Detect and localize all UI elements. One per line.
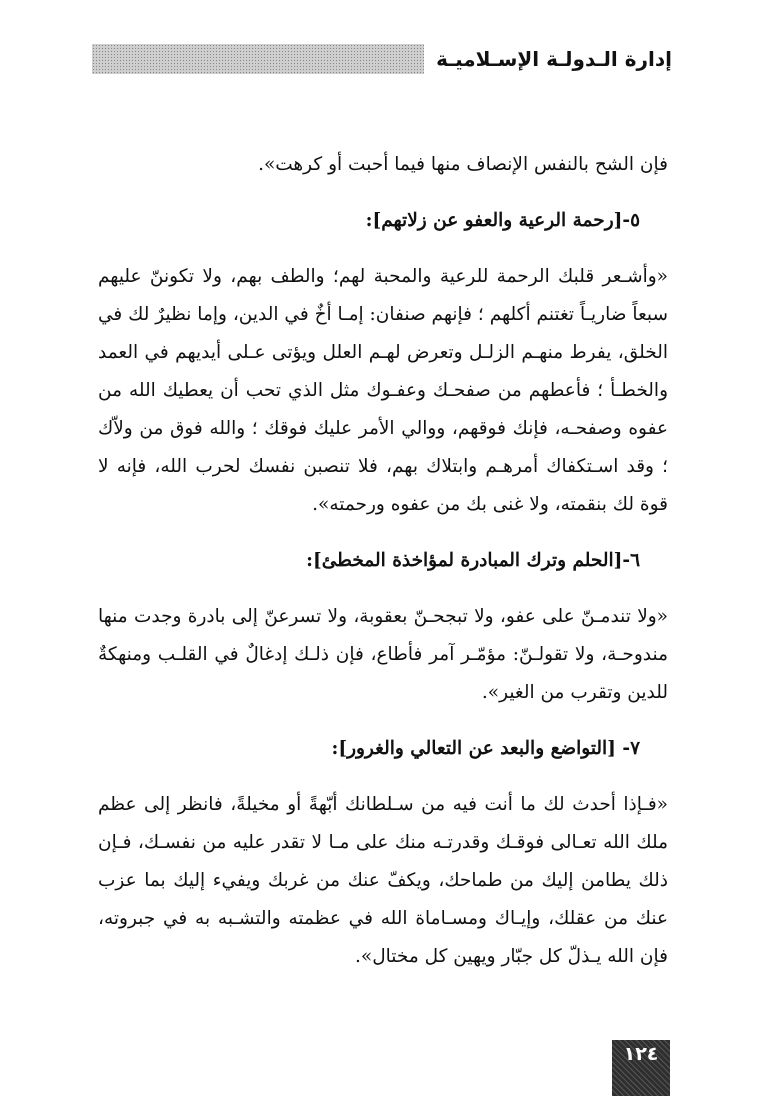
paragraph: «فـإذا أحدث لك ما أنت فيه من سـلطانك أبّهةً أو مخيلةً، فانظر إلى عظم ملك الله تعـالى فوقـك وقدرتـه منك على مـا لا تقدر عليه من نفسـك، فـإن ذلك يطامن إليك من طماحك، ويكفّ عنك من غربك ويفيء إليك بما عزب عنك من عقلك، وإيـاك ومسـاماة الله في عظمته والتشـبه به في جبروته، فإن الله يـذلّ كل جبّار ويهين كل مختال».	[98, 794, 668, 967]
paragraph: «ولا تندمـنّ على عفو، ولا تبجحـنّ بعقوبة، ولا تسرعنّ إلى بادرة وجدت منها مندوحـة، ولا تقولـنّ: مؤمّـر آمر فأطاع، فإن ذلـك إدغالٌ في القلـب ومنهكةٌ للدين وتقرب من الغير».	[98, 606, 668, 703]
running-header	[92, 42, 672, 76]
page-body	[98, 146, 668, 976]
section-heading: ٦-[الحلم وترك المبادرة لمؤاخذة المخطئ]:	[306, 550, 640, 571]
page-number-box	[612, 1040, 670, 1096]
section-heading: ٥-[رحمة الرعية والعفو عن زلاتهم]:	[365, 210, 640, 231]
header-decorative-bar	[92, 44, 424, 74]
paragraph: فإن الشح بالنفس الإنصاف منها فيما أحبت أو كرهت».	[258, 154, 668, 175]
page-number: ١٢٤	[623, 1043, 659, 1065]
paragraph: «وأشـعر قلبك الرحمة للرعية والمحبة لهم؛ والطف بهم، ولا تكوننّ عليهم سبعاً ضاريـاً تغتنم أكلهم ؛ فإنهم صنفان: إمـا أخٌ في الدين، وإما نظيرٌ لك في الخلق، يفرط منهـم الزلـل وتعرض لهـم العلل ويؤتى عـلى أيديهم في العمد والخطـأ ؛ فأعطهم من صفحـك وعفـوك مثل الذي تحب أن يعطيك الله من عفوه وصفحـه، فإنك فوقهم، ووالي الأمر عليك فوقك ؛ والله فوق من ولاّك ؛ وقد اسـتكفاك أمرهـم وابتلاك بهم، فلا تنصبن نفسك لحرب الله، فإنه لا قوة لك بنقمته، ولا غنى بك من عفوه ورحمته».	[98, 266, 668, 515]
section-heading: ٧- [التواضع والبعد عن التعالي والغرور]:	[331, 738, 640, 759]
book-title: إدارة الـدولـة الإسـلاميـة	[436, 47, 672, 71]
